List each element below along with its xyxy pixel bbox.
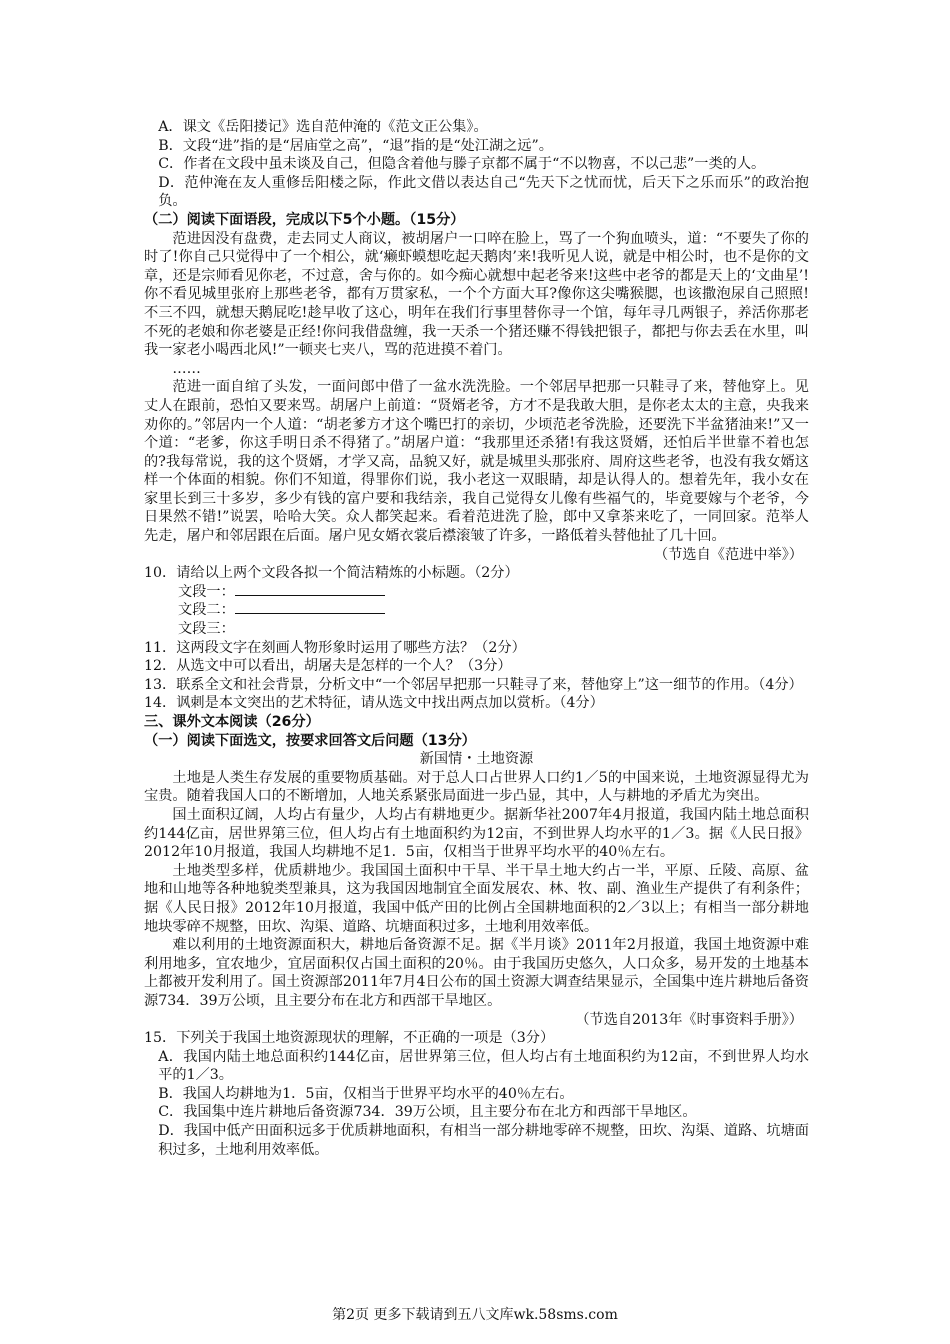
answer-blank-1 xyxy=(144,583,809,602)
question-12: 12．从选文中可以看出，胡屠夫是怎样的一个人？（3分） xyxy=(144,658,512,675)
article-source: （节选自2013年《时事资料手册》） xyxy=(575,1011,803,1028)
question-11: 11．这两段文字在刻画人物形象时运用了哪些方法？（2分） xyxy=(144,639,526,656)
article-paragraph: 土地是人类生存发展的重要物质基础。对于总人口占世界人口约1／5的中国来说，土地资源显得尤为宝贵。随着我国人口的不断增加，人地关系紧张局面进一步凸显，其中，人与耕地的矛盾尤为突出。 xyxy=(144,769,809,805)
section3-subheading: （一）阅读下面选文，按要求回答文后问题（13分） xyxy=(144,732,476,749)
q15-option-c: C．我国集中连片耕地后备资源734．39万公顷，且主要分布在北方和西部干旱地区。 xyxy=(158,1104,697,1121)
page-body xyxy=(144,118,809,1159)
article-paragraph: 难以利用的土地资源面积大，耕地后备资源不足。据《半月谈》2011年2月报道，我国土地资源中难利用地多，宜农地少，宜居面积仅占国土面积的20％。由于我国历史悠久，人口众多，易开发的土地基本上都被开发利用了。国土资源部2011年7月4日公布的国土资源大调查结果显示，全国集中连片耕地后备资源734．39万公顷，且主要分布在北方和西部干旱地区。 xyxy=(144,937,809,1009)
q15-option-d: D．我国中低产田面积远多于优质耕地面积，有相当一部分耕地零碎不规整，田坎、沟渠、道路、坑塘面积过多，土地利用效率低。 xyxy=(158,1123,809,1158)
article-paragraph: 国土面积辽阔，人均占有量少，人均占有耕地更少。据新华社2007年4月报道，我国内陆土地总面积约144亿亩，居世界第三位，但人均占有土地面积约为12亩，不到世界人均水平的1／3。据《人民日报》2012年10月报道，我国人均耕地不足1．5亩，仅相当于世界平均水平的40％左右。 xyxy=(144,806,809,861)
q9-option-c: C．作者在文段中虽未谈及自己，但隐含着他与滕子京都不属于“不以物喜，不以己悲”一类的人。 xyxy=(158,156,766,173)
article-paragraph: 土地类型多样，优质耕地少。我国国土面积中干旱、半干旱土地大约占一半，平原、丘陵、高原、盆地和山地等各种地貌类型兼具，这为我国因地制宜全面发展农、林、牧、副、渔业生产提供了有利条件；据《人民日报》2012年10月报道，我国中低产田的比例占全国耕地面积的2／3以上；有相当一部分耕地地块零碎不规整，田坎、沟渠、道路、坑塘面积过多，土地利用效率低。 xyxy=(144,862,809,935)
question-10: 10．请给以上两个文段各拟一个简洁精炼的小标题。（2分） xyxy=(144,565,519,582)
q15-option-b: B．我国人均耕地为1．5亩，仅相当于世界平均水平的40％左右。 xyxy=(158,1085,574,1102)
q15-option-a: A．我国内陆土地总面积约144亿亩，居世界第三位，但人均占有土地面积约为12亩，不到世界人均水平的1／3。 xyxy=(158,1048,809,1084)
question-13: 13．联系全文和社会背景，分析文中“一个邻居早把那一只鞋寻了来，替他穿上”这一细节的作用。（4分） xyxy=(144,676,803,693)
passage-paragraph-2: 范进一面自绾了头发，一面问郎中借了一盆水洗洗脸。一个邻居早把那一只鞋寻了来，替他穿上。见丈人在跟前，恐怕又要来骂。胡屠户上前道：“贤婿老爷，方才不是我敢大胆，是你老太太的主意，央我来劝你的。”邻居内一个人道：“胡老爹方才这个嘴巴打的亲切，少顷范老爷洗脸，还要洗下半盆猪油来!”又一个道：“老爹，你这手明日杀不得猪了。”胡屠户道：“我那里还杀猪!有我这贤婿，还怕后半世靠不着也怎的?我每常说，我的这个贤婿，才学又高，品貌又好，就是城里头那张府、周府这些老爷，也没有我女婿这样一个体面的相貌。你们不知道，得罪你们说，我小老这一双眼睛，却是认得人的。想着先年，我小女在家里长到三十多岁，多少有钱的富户要和我结亲，我自己觉得女儿像有些福气的，毕竟要嫁与个老爷，今日果然不错!”说罢，哈哈大笑。众人都笑起来。看着范进洗了脸，郎中又拿茶来吃了，一同回家。范举人先走，屠户和邻居跟在后面。屠户见女婿衣裳后襟滚皱了许多，一路低着头替他扯了几十回。 xyxy=(144,379,809,545)
answer-line[interactable] xyxy=(235,583,385,596)
answer-blank-3 xyxy=(144,620,809,639)
passage-ellipsis: …… xyxy=(172,360,201,377)
question-14: 14．讽刺是本文突出的艺术特征，请从选文中找出两点加以赏析。（4分） xyxy=(144,695,604,712)
q9-option-d: D．范仲淹在友人重修岳阳楼之际，作此文借以表达自己“先天下之忧而忧，后天下之乐而乐”的政治抱负。 xyxy=(158,174,809,210)
q9-option-b: B．文段“进”指的是“居庙堂之高”，“退”指的是“处江湖之远”。 xyxy=(158,137,553,154)
blank-label: 文段三： xyxy=(178,621,235,638)
passage-source: （节选自《范进中举》） xyxy=(654,546,803,563)
q9-option-a: A．课文《岳阳搂记》选自范仲淹的《范文正公集》。 xyxy=(158,119,488,135)
section3-heading: 三、课外文本阅读（26分） xyxy=(144,714,320,730)
blank-label: 文段一： xyxy=(178,583,235,600)
question-15: 15．下列关于我国土地资源现状的理解，不正确的一项是（3分） xyxy=(144,1030,555,1047)
page-footer: 第2页 更多下载请到五八文库wk.58sms.com xyxy=(332,1307,618,1323)
section2-heading: （二）阅读下面语段，完成以下5个小题。（15分） xyxy=(144,211,465,228)
answer-line[interactable] xyxy=(235,601,385,614)
blank-label: 文段二： xyxy=(178,602,235,619)
passage-paragraph-1: 范进因没有盘费，走去同丈人商议，被胡屠户一口啐在脸上，骂了一个狗血喷头，道：“不要失了你的时了!你自己只觉得中了一个相公，就‘癞虾蟆想吃起天鹅肉’来!我听见人说，就是中相公时，也不是你的文章，还是宗师看见你老，不过意，舍与你的。如今痴心就想中起老爷来!这些中老爷的都是天上的‘文曲星’!你不看见城里张府上那些老爷，都有万贯家私，一个个方面大耳?像你这尖嘴猴腮，也该撒泡尿自己照照!不三不四，就想天鹅屁吃!趁早收了这心，明年在我们行事里替你寻一个馆，每年寻几两银子，养活你那老不死的老娘和你老婆是正经!你问我借盘缠，我一天杀一个猪还赚不得钱把银子，都把与你去丢在水里，叫我一家老小喝西北风!”一顿夹七夹八，骂的范进摸不着门。 xyxy=(144,230,809,359)
article-title: 新国情・土地资源 xyxy=(419,751,534,768)
answer-blank-2 xyxy=(144,601,809,620)
